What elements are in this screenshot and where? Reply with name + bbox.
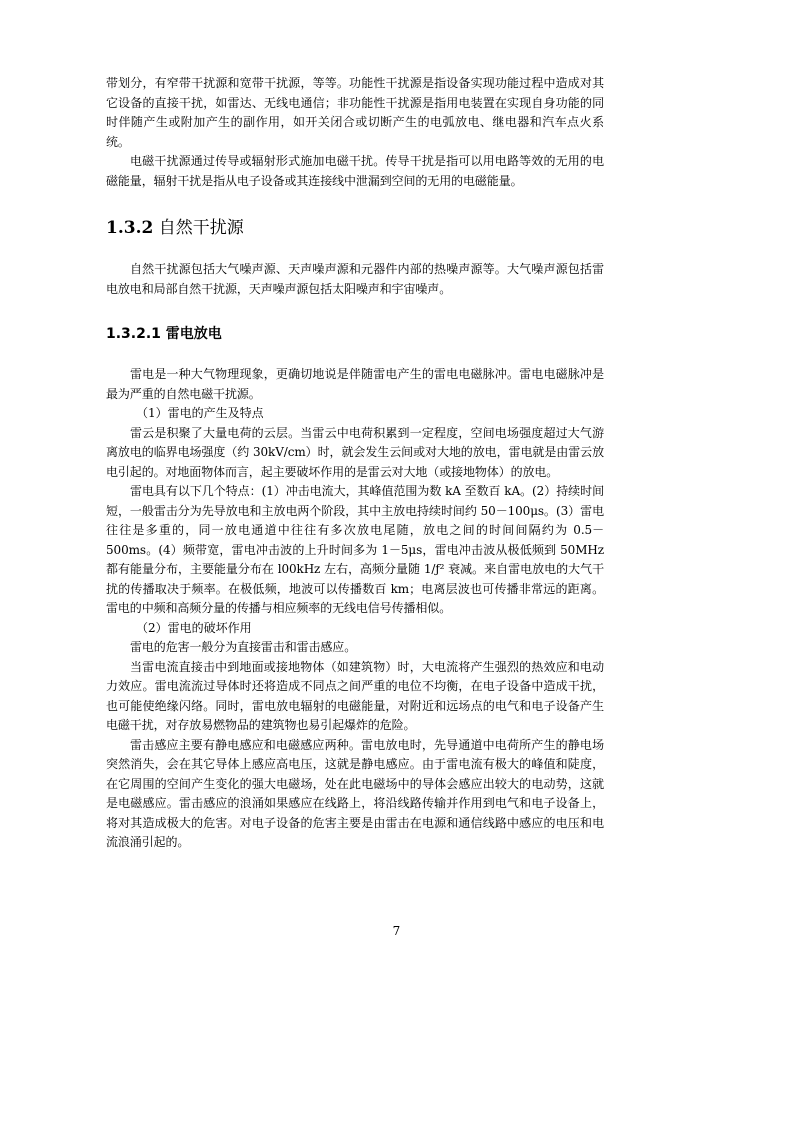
intro-paragraph-1: 带划分，有窄带干扰源和宽带干扰源，等等。功能性干扰源是指设备实现功能过程中造成对其它设备的直接干扰，如雷达、无线电通信；非功能性干扰源是指用电装置在实现自身功能的同时伴随产生或附加产生的副作用，如开关闭合或切断产生的电弧放电、继电器和汽车点火系统。 (106, 76, 604, 149)
page-number: 7 (392, 924, 401, 938)
lightning-paragraph-1: 雷电是一种大气物理现象，更确切地说是伴随雷电产生的雷电电磁脉冲。雷电电磁脉冲是最为严重的自然电磁干扰源。 (106, 367, 604, 401)
lightning-paragraph-5: 当雷电流直接击中到地面或接地物体（如建筑物）时，大电流将产生强烈的热效应和电动力效应。雷电流流过导体时还将造成不同点之间严重的电位不均衡，在电子设备中造成干扰，也可能使绝缘闪络。同时，雷电放电辐射的电磁能量，对附近和远场点的电气和电子设备产生电磁干扰，对存放易燃物品的建筑物也易引起爆炸的危险。 (106, 659, 604, 732)
lightning-paragraph-6: 雷击感应主要有静电感应和电磁感应两种。雷电放电时，先导通道中电荷所产生的静电场突然消失，会在其它导体上感应高电压，这就是静电感应。由于雷电流有极大的峰值和陡度，在它周围的空间产生变化的强大电磁场，处在此电磁场中的导体会感应出较大的电动势，这就是电磁感应。雷击感应的浪涌如果感应在线路上，将沿线路传输并作用到电气和电子设备上，将对其造成极大的危害。对电子设备的危害主要是由雷击在电源和通信线路中感应的电压和电流浪涌引起的。 (106, 737, 604, 849)
subheading-lightning-generation: （1）雷电的产生及特点 (136, 406, 264, 420)
section-heading-1-3-2-1: 1.3.2.1 雷电放电 (106, 326, 222, 342)
page-content (106, 74, 604, 853)
lightning-paragraph-2: 雷云是积聚了大量电荷的云层。当雷云中电荷积累到一定程度，空间电场强度超过大气游离放电的临界电场强度（约 30kV/cm）时，就会发生云间或对大地的放电，雷电就是由雷云放电引起的。对地面物体而言，起主要破坏作用的是雷云对大地（或接地物体）的放电。 (106, 425, 604, 479)
subheading-lightning-damage: （2）雷电的破坏作用 (136, 620, 252, 635)
section-1-3-2-paragraph: 自然干扰源包括大气噪声源、天声噪声源和元器件内部的热噪声源等。大气噪声源包括雷电放电和局部自然干扰源，天声噪声源包括太阳噪声和宇宙噪声。 (106, 262, 604, 296)
section-number: 1.3.2 (106, 218, 154, 238)
intro-paragraph-2: 电磁干扰源通过传导或辐射形式施加电磁干扰。传导干扰是指可以用电路等效的无用的电磁能量，辐射干扰是指从电子设备或其连接线中泄漏到空间的无用的电磁能量。 (106, 154, 604, 188)
section-title: 自然干扰源 (158, 218, 244, 238)
section-heading-1-3-2 (106, 213, 604, 238)
lightning-paragraph-4: 雷电的危害一般分为直接雷击和雷击感应。 (130, 640, 357, 654)
lightning-paragraph-3: 雷电具有以下几个特点：(1）冲击电流大，其峰值范围为数 kA 至数百 kA。(2）持续时间短，一般雷击分为先导放电和主放电两个阶段，其中主放电持续时间约 50－100μs。(3）雷电往往是多重的，同一放电通道中往往有多次放电尾随，放电之间的时间间隔约为 0.5－500ms。(4）频带宽，雷电冲击波的上升时间多为 1－5μs，雷电冲击波从极低频到 50MHz 都有能量分布，主要能量分布在 l00kHz 左右，高频分量随 1/ƒ² 衰减。来自雷电放电的大气干扰的传播取决于频率。在极低频，地波可以传播数百 km；电离层波也可传播非常远的距离。雷电的中频和高频分量的传播与相应频率的无线电信号传播相似。 (106, 484, 604, 615)
